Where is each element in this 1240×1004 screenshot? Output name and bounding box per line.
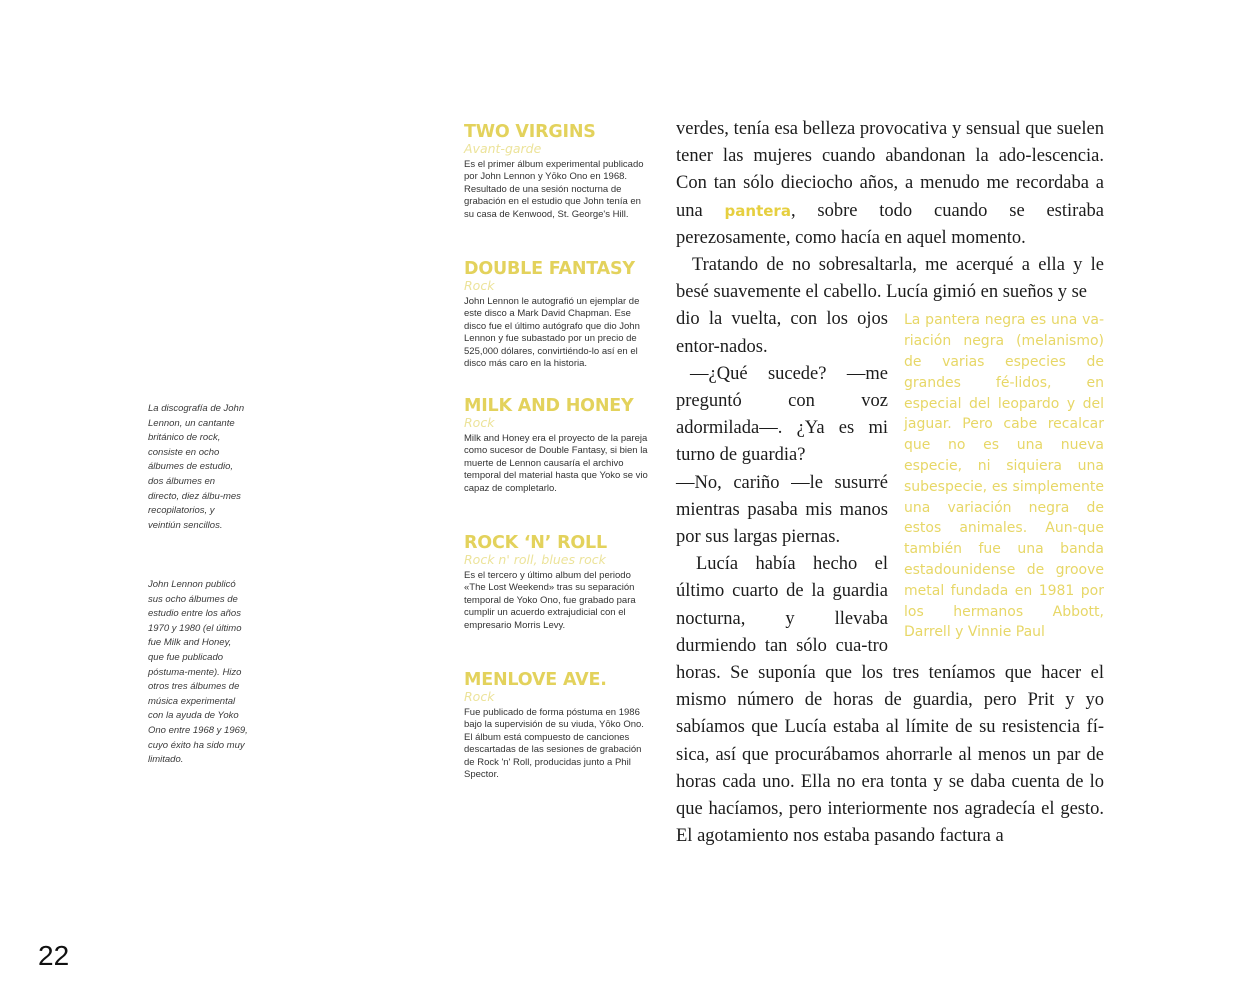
paragraph-2-continued: dio la vuelta, con los ojos entor-nados. [676,309,888,357]
album-genre: Rock n' roll, blues rock [464,552,606,567]
main-text [676,116,1104,850]
paragraph-4: —No, cariño —le susurré mientras pasaba mis manos por sus largas piernas. [676,472,888,548]
album-genre: Rock [464,415,495,430]
album-double-fantasy [464,259,650,370]
album-description: Fue publicado de forma póstuma en 1986 bajo la supervisión de su viuda, Yōko Ono. El álbum está compuesto de canciones descartadas de las sesiones de grabación de Rock 'n' Roll, producidas junto a Phil Spector. [464,707,644,781]
margin-note-studio-albums: John Lennon publicó sus ocho álbumes de estudio entre los años 1970 y 1980 (el último fue Milk and Honey, que fue publicado póstuma-mente). Hizo otros tres álbumes de música experimental con la ayuda de Yoko Ono entre 1968 y 1969, cuyo éxito ha sido muy limitado. [148,579,248,766]
album-description: John Lennon le autografió un ejemplar de este disco a Mark David Chapman. Ese disco fue el último autógrafo que dio John Lennon y fue subastado por un precio de 525,000 dólares, convirtiéndo-lo así en el disco más caro en la historia. [464,296,640,370]
album-menlove-ave [464,670,650,781]
paragraph-1: verdes, tenía esa belleza provocativa y sensual que suelen tener las mujeres cuando abandonan la ado-lescencia. Con tan sólo dieciocho años, a menudo me recordaba a una pantera, sobre todo cuando se estiraba perezosamente, como hacía en aquel momento. [676,119,1104,248]
album-title: DOUBLE FANTASY [464,259,635,279]
album-rock-n-roll [464,533,650,632]
album-description: Es el primer álbum experimental publicado por John Lennon y Yōko Ono en 1968. Resultado de una sesión nocturna de grabación en el estudio que John tenía en su casa de Kenwood, St. George's Hill. [464,159,644,220]
album-milk-and-honey [464,396,650,495]
sidebar-pantera-note: La pantera negra es una va-riación negra (melanismo) de varias especies de grandes fé-lidos, en especial del leopardo y del jaguar. Pero cabe recalcar que no es una nueva especie, ni siquiera una subespecie, es simplemente una variación negra de estos animales. Aun-que también fue una banda estadounidense de groove metal fundada en 1981 por los hermanos Abbott, Darrell y Vinnie Paul [904,312,1104,641]
album-title: TWO VIRGINS [464,122,596,142]
album-description: Es el tercero y último album del periodo «The Lost Weekend» tras su separación temporal de Yoko Ono, fue grabado para cumplir un acuerdo extrajudicial con el empresario Morris Levy. [464,570,636,631]
paragraph-5: Lucía había hecho el último cuarto de la guardia nocturna, y llevaba durmiendo tan sólo cua-tro horas. Se suponía que los tres teníamos que hacer el mismo número de horas de guardia, pero Prit y yo sabíamos que Lucía estaba al límite de su resistencia fí-sica, así que procurábamos ahorrarle al menos un par de horas cada uno. Ella no era tonta y se daba cuenta de lo que hacíamos, pero interiormente nos agradecía el gesto. El agotamiento nos estaba pasando factura a [676,554,1104,847]
album-title: MENLOVE AVE. [464,670,607,690]
album-description: Milk and Honey era el proyecto de la pareja como sucesor de Double Fantasy, si bien la muerte de Lennon causaría el archivo temporal del material hasta que Yoko se vio capaz de completarlo. [464,433,648,494]
paragraph-3: —¿Qué sucede? —me preguntó con voz adormilada—. ¿Ya es mi turno de guardia? [676,363,888,466]
album-genre: Rock [464,689,495,704]
margin-note-discography: La discografía de John Lennon, un cantante británico de rock, consiste en ocho álbumes de estudio, dos álbumes en directo, diez álbu-mes recopilatorios, y veintiún sencillos. [148,403,245,531]
album-genre: Rock [464,278,495,293]
album-title: MILK AND HONEY [464,396,634,416]
paragraph-2: Tratando de no sobresaltarla, me acerqué a ella y le besé suavemente el cabello. Lucía gimió en sueños y se [676,255,1104,303]
highlight-pantera: pantera [724,201,791,220]
album-two-virgins [464,122,650,221]
album-title: ROCK ‘N’ ROLL [464,533,607,553]
album-genre: Avant-garde [464,141,542,156]
page-number: 22 [38,940,70,971]
